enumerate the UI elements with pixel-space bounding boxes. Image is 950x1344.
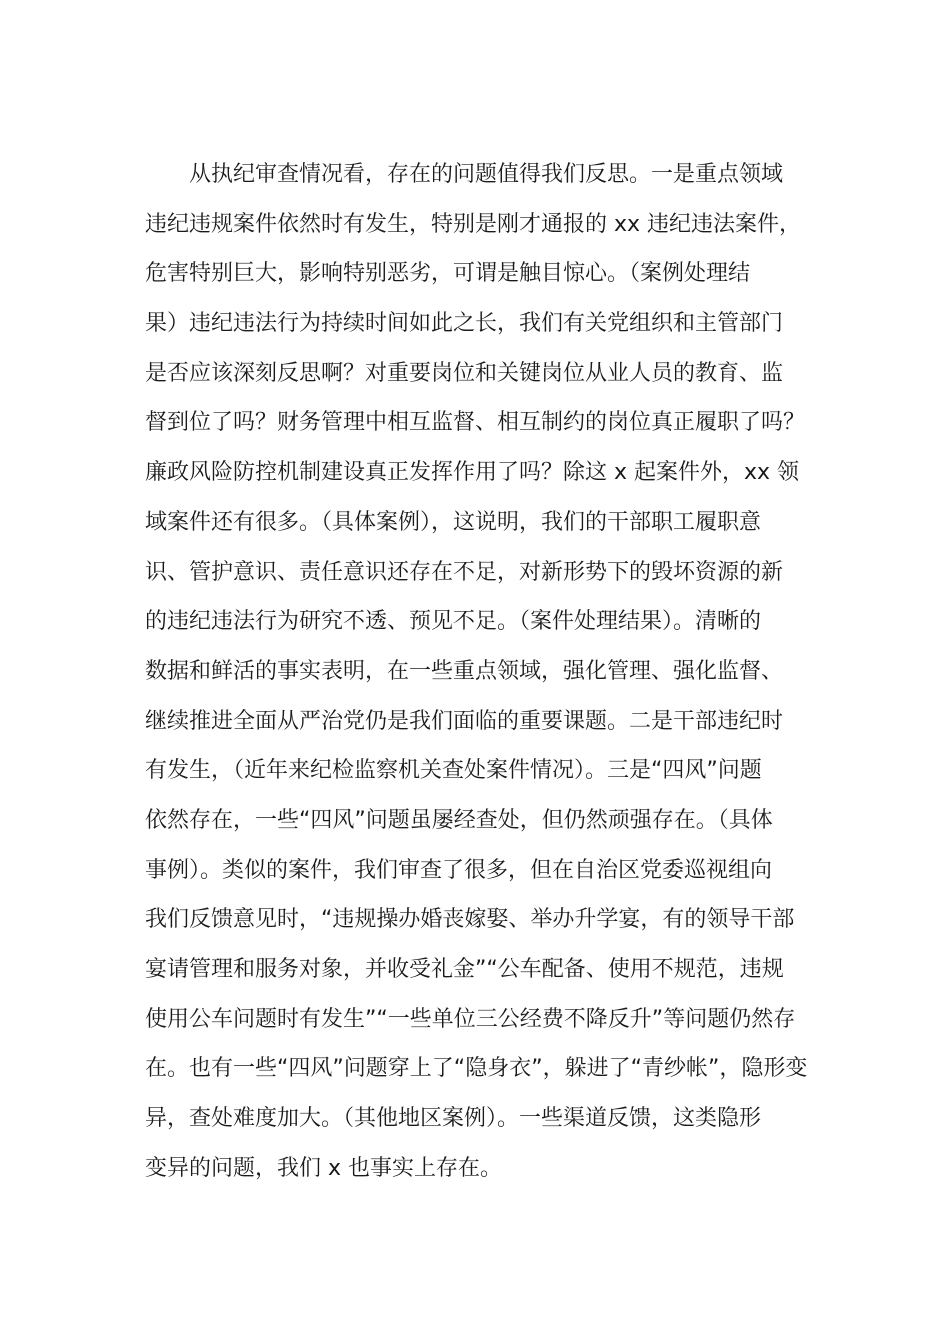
body-paragraph (145, 150, 815, 1193)
paragraph-line: 宴请管理和服务对象，并收受礼金”“公车配备、使用不规范，违规 (145, 957, 784, 982)
paragraph-line: 在。也有一些“四风”问题穿上了“隐身衣”，躲进了“青纱帐”，隐形变 (145, 1056, 808, 1082)
paragraph-line: 危害特别巨大，影响特别恶劣，可谓是触目惊心。（案例处理结 (145, 261, 751, 287)
paragraph-line: 异，查处难度加大。（其他地区案例）。一些渠道反馈，这类隐形 (145, 1106, 762, 1132)
paragraph-line: 廉政风险防控机制建设真正发挥作用了吗？除这 x 起案件外，xx 领 (145, 460, 800, 486)
paragraph-line: 依然存在，一些“四风”问题虽屡经查处，但仍然顽强存在。（具体 (145, 807, 773, 833)
paragraph-line: 事例）。类似的案件，我们审查了很多，但在自治区党委巡视组向 (145, 857, 773, 883)
paragraph-line: 违纪违规案件依然时有发生，特别是刚才通报的 xx 违纪违法案件， (145, 211, 802, 237)
paragraph-line: 的违纪违法行为研究不透、预见不足。（案件处理结果）。清晰的 (145, 609, 762, 635)
paragraph-line: 是否应该深刻反思啊？对重要岗位和关键岗位从业人员的教育、监 (145, 360, 784, 386)
paragraph-line: 果）违纪违法行为持续时间如此之长，我们有关党组织和主管部门 (145, 311, 784, 337)
paragraph-line: 督到位了吗？财务管理中相互监督、相互制约的岗位真正履职了吗？ (145, 410, 806, 436)
paragraph-line: 从执纪审查情况看，存在的问题值得我们反思。一是重点领域 (145, 162, 784, 187)
paragraph-line: 识、管护意识、责任意识还存在不足，对新形势下的毁坏资源的新 (145, 559, 784, 585)
paragraph-line: 使用公车问题时有发生”“一些单位三公经费不降反升”等问题仍然存 (145, 1006, 796, 1032)
paragraph-line: 有发生，（近年来纪检监察机关查处案件情况）。三是“四风”问题 (145, 758, 762, 784)
paragraph-line: 域案件还有很多。（具体案例），这说明，我们的干部职工履职意 (145, 509, 762, 535)
paragraph-line: 数据和鲜活的事实表明，在一些重点领域，强化管理、强化监督、 (145, 658, 784, 684)
paragraph-line: 变异的问题，我们 x 也事实上存在。 (145, 1155, 503, 1181)
paragraph-line: 继续推进全面从严治党仍是我们面临的重要课题。二是干部违纪时 (145, 708, 784, 734)
paragraph-line: 我们反馈意见时，“违规操办婚丧嫁娶、举办升学宴，有的领导干部 (145, 907, 795, 933)
